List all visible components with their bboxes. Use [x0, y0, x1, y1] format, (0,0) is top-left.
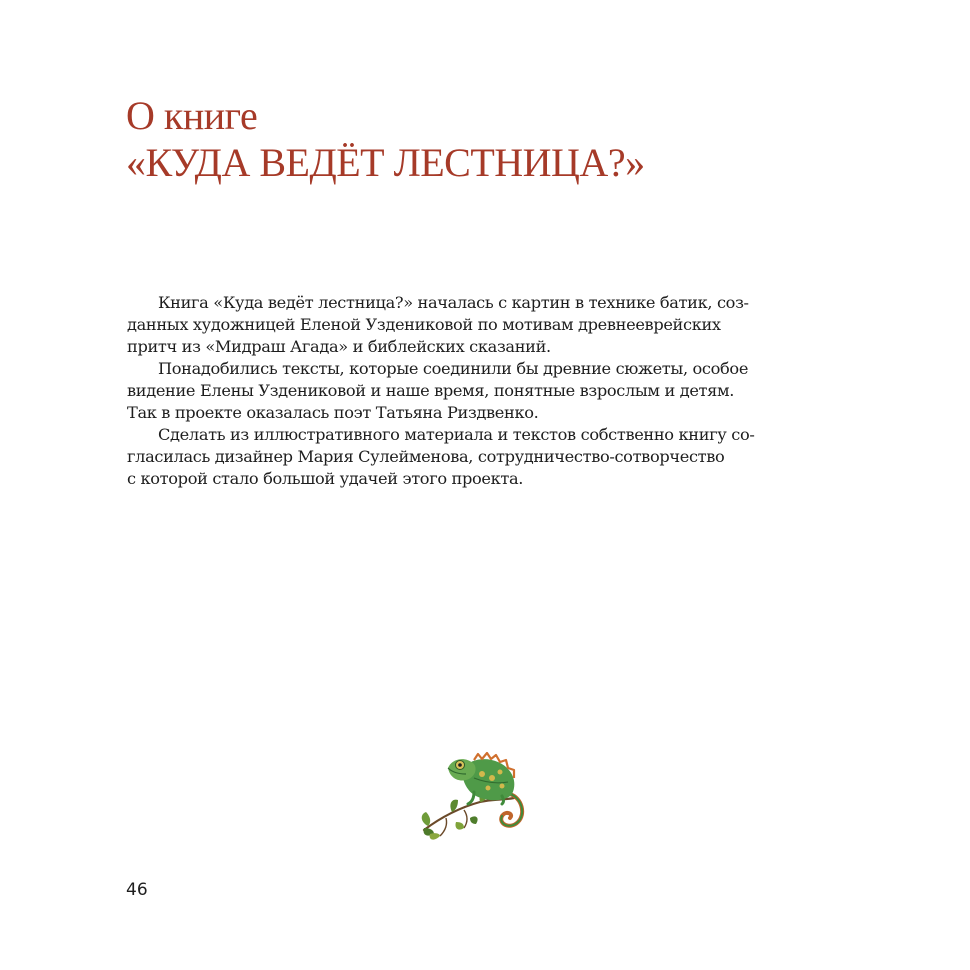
paragraph-1-line-2: данных художницей Еленой Узденикoвой по мотивам древнееврейских: [127, 315, 721, 334]
chameleon-icon: [418, 748, 533, 843]
paragraph-1-line-1: Книга «Куда ведёт лестница?» началась с картин в технике батик, соз-: [158, 293, 749, 312]
paragraph-1-line-3: притч из «Мидраш Агада» и библейских сказаний.: [127, 337, 551, 356]
paragraph-3-line-3: с которой стало большой удачей этого проекта.: [127, 469, 524, 488]
title-line-1: О книге: [126, 93, 258, 138]
page-number: 46: [126, 880, 148, 900]
body-text: [127, 292, 827, 490]
paragraph-2-line-3: Так в проекте оказалась поэт Татьяна Риздвенко.: [127, 403, 539, 422]
title-line-2: «КУДА ВЕДЁТ ЛЕСТНИЦА?»: [126, 140, 645, 185]
paragraph-2-line-2: видение Елены Узденикoвой и наше время, понятные взрослым и детям.: [127, 381, 735, 400]
page-title: [126, 92, 645, 186]
paragraph-3-line-1: Сделать из иллюстративного материала и текстов собственно книгу со-: [158, 425, 755, 444]
paragraph-2-line-1: Понадобились тексты, которые соединили бы древние сюжеты, особое: [158, 359, 749, 378]
paragraph-3-line-2: гласилась дизайнер Мария Сулейменова, сотрудничество-сотворчество: [127, 447, 725, 466]
